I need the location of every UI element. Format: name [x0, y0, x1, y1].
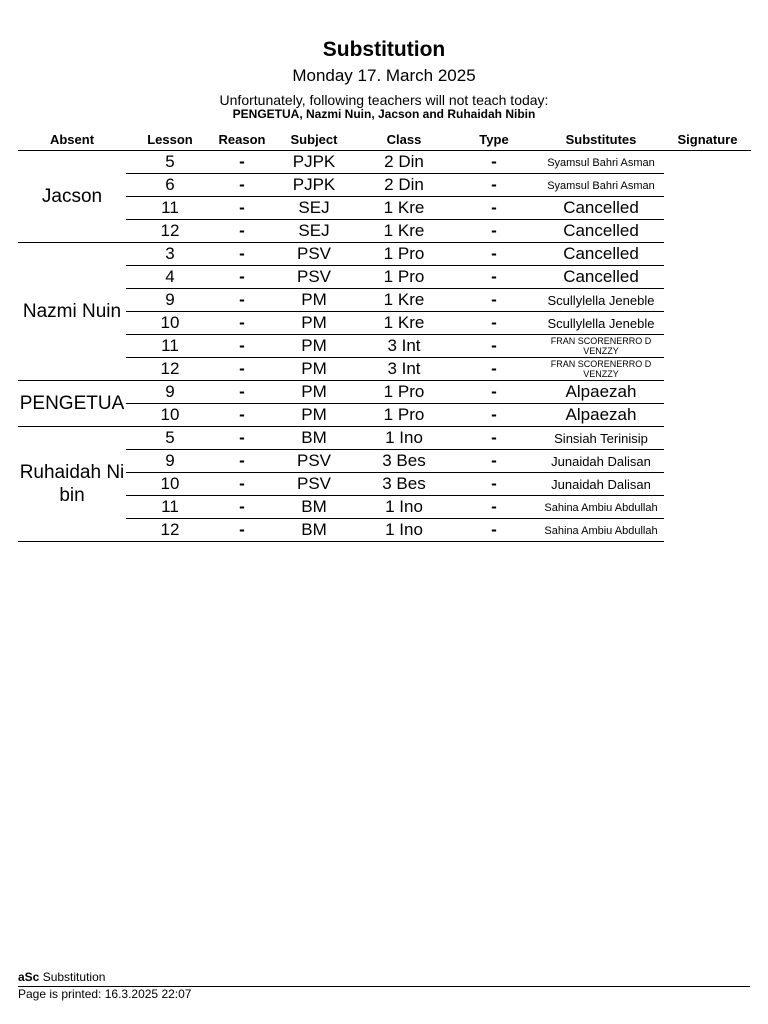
table-row: [18, 496, 751, 519]
subject-cell: PM: [270, 381, 358, 404]
signature-cell: [664, 519, 751, 542]
table-row: [18, 220, 751, 243]
class-cell: 1 Kre: [358, 312, 450, 335]
substitute-name: FRAN SCORENERRO D VENZZY: [550, 336, 652, 356]
table-header-row: [18, 128, 751, 151]
absent-teachers-list: PENGETUA, Nazmi Nuin, Jacson and Ruhaidah Nibin: [232, 107, 536, 121]
table-row: [18, 151, 751, 174]
column-header-signature: Signature: [664, 128, 751, 151]
class-cell: 3 Int: [358, 358, 450, 381]
table-row: [18, 197, 751, 220]
subject-cell: PM: [270, 312, 358, 335]
table-row: [18, 473, 751, 496]
footer-app-brand: aSc: [18, 970, 40, 984]
lesson-cell: 10: [126, 473, 214, 496]
column-header-subject: Subject: [270, 128, 358, 151]
column-header-lesson: Lesson: [126, 128, 214, 151]
column-header-substitutes: Substitutes: [538, 128, 664, 151]
subject-cell: PSV: [270, 266, 358, 289]
subject-cell: SEJ: [270, 220, 358, 243]
substitute-name: Cancelled: [563, 221, 639, 240]
type-cell: -: [450, 450, 538, 473]
lesson-cell: 11: [126, 197, 214, 220]
table-row: [18, 289, 751, 312]
substitute-cell: [538, 473, 664, 496]
substitute-cell: [538, 197, 664, 220]
type-cell: -: [450, 473, 538, 496]
class-cell: 1 Pro: [358, 381, 450, 404]
type-cell: -: [450, 289, 538, 312]
type-cell: -: [450, 266, 538, 289]
substitute-name: Alpaezah: [565, 405, 637, 424]
signature-cell: [664, 243, 751, 266]
subject-cell: PSV: [270, 450, 358, 473]
class-cell: 3 Bes: [358, 450, 450, 473]
signature-cell: [664, 404, 751, 427]
class-cell: 1 Kre: [358, 289, 450, 312]
reason-cell: -: [214, 519, 270, 542]
class-cell: 1 Ino: [358, 519, 450, 542]
lesson-cell: 10: [126, 404, 214, 427]
subject-cell: SEJ: [270, 197, 358, 220]
signature-cell: [664, 450, 751, 473]
type-cell: -: [450, 404, 538, 427]
reason-cell: -: [214, 427, 270, 450]
type-cell: -: [450, 220, 538, 243]
substitute-name: Alpaezah: [565, 382, 637, 401]
substitute-name: Cancelled: [563, 198, 639, 217]
lesson-cell: 9: [126, 289, 214, 312]
signature-cell: [664, 473, 751, 496]
table-row: [18, 427, 751, 450]
subject-cell: PJPK: [270, 151, 358, 174]
type-cell: -: [450, 151, 538, 174]
absent-teacher-cell: Nazmi Nuin: [18, 243, 126, 381]
class-cell: 2 Din: [358, 174, 450, 197]
substitute-name: Sahina Ambiu Abdullah: [544, 525, 658, 537]
substitute-name: Cancelled: [563, 267, 639, 286]
table-row: [18, 243, 751, 266]
subject-cell: PSV: [270, 473, 358, 496]
reason-cell: -: [214, 496, 270, 519]
reason-cell: -: [214, 404, 270, 427]
substitute-cell: [538, 151, 664, 174]
lesson-cell: 4: [126, 266, 214, 289]
class-cell: 1 Kre: [358, 197, 450, 220]
lesson-cell: 12: [126, 358, 214, 381]
signature-cell: [664, 289, 751, 312]
class-cell: 1 Pro: [358, 243, 450, 266]
reason-cell: -: [214, 289, 270, 312]
reason-cell: -: [214, 151, 270, 174]
substitute-name: Junaidah Dalisan: [551, 453, 651, 469]
substitute-cell: [538, 335, 664, 358]
signature-cell: [664, 358, 751, 381]
lesson-cell: 9: [126, 450, 214, 473]
subject-cell: PM: [270, 335, 358, 358]
type-cell: -: [450, 381, 538, 404]
subject-cell: PM: [270, 358, 358, 381]
signature-cell: [664, 151, 751, 174]
table-row: [18, 312, 751, 335]
signature-cell: [664, 312, 751, 335]
table-row: [18, 174, 751, 197]
substitute-cell: [538, 358, 664, 381]
class-cell: 2 Din: [358, 151, 450, 174]
class-cell: 1 Pro: [358, 404, 450, 427]
table-row: [18, 404, 751, 427]
lesson-cell: 5: [126, 151, 214, 174]
type-cell: -: [450, 174, 538, 197]
lesson-cell: 10: [126, 312, 214, 335]
substitute-name: Syamsul Bahri Asman: [547, 180, 655, 192]
subject-cell: BM: [270, 519, 358, 542]
table-body: [18, 151, 751, 542]
lesson-cell: 3: [126, 243, 214, 266]
type-cell: -: [450, 496, 538, 519]
substitute-cell: [538, 381, 664, 404]
substitute-cell: [538, 243, 664, 266]
footer-printed-date: Page is printed: 16.3.2025 22:07: [18, 987, 192, 1001]
substitute-name: Junaidah Dalisan: [551, 476, 651, 492]
reason-cell: -: [214, 358, 270, 381]
type-cell: -: [450, 335, 538, 358]
subject-cell: PSV: [270, 243, 358, 266]
lesson-cell: 12: [126, 220, 214, 243]
absent-teacher-cell: Ruhaidah Nibin: [18, 427, 126, 542]
type-cell: -: [450, 197, 538, 220]
signature-cell: [664, 197, 751, 220]
substitute-name: Syamsul Bahri Asman: [547, 157, 655, 169]
substitute-cell: [538, 496, 664, 519]
signature-cell: [664, 266, 751, 289]
table-row: [18, 335, 751, 358]
table-row: [18, 519, 751, 542]
subject-cell: BM: [270, 496, 358, 519]
reason-cell: -: [214, 381, 270, 404]
subject-cell: BM: [270, 427, 358, 450]
reason-cell: -: [214, 174, 270, 197]
table-row: [18, 358, 751, 381]
lesson-cell: 9: [126, 381, 214, 404]
footer-app-label: Substitution: [42, 970, 106, 984]
class-cell: 3 Int: [358, 335, 450, 358]
column-header-type: Type: [450, 128, 538, 151]
signature-cell: [664, 220, 751, 243]
substitute-cell: [538, 220, 664, 243]
substitute-cell: [538, 266, 664, 289]
reason-cell: -: [214, 266, 270, 289]
class-cell: 1 Kre: [358, 220, 450, 243]
lesson-cell: 11: [126, 335, 214, 358]
reason-cell: -: [214, 473, 270, 496]
substitute-name: Sinsiah Terinisip: [554, 430, 648, 446]
class-cell: 1 Ino: [358, 427, 450, 450]
table-row: [18, 381, 751, 404]
type-cell: -: [450, 358, 538, 381]
signature-cell: [664, 335, 751, 358]
lesson-cell: 6: [126, 174, 214, 197]
substitute-cell: [538, 427, 664, 450]
class-cell: 3 Bes: [358, 473, 450, 496]
absent-teacher-cell: PENGETUA: [18, 381, 126, 427]
substitute-name: Scullylella Jeneble: [547, 315, 655, 331]
reason-cell: -: [214, 312, 270, 335]
type-cell: -: [450, 243, 538, 266]
substitution-table: [18, 128, 751, 542]
type-cell: -: [450, 427, 538, 450]
type-cell: -: [450, 519, 538, 542]
substitute-cell: [538, 312, 664, 335]
type-cell: -: [450, 312, 538, 335]
signature-cell: [664, 496, 751, 519]
subject-cell: PM: [270, 289, 358, 312]
substitute-cell: [538, 289, 664, 312]
column-header-absent: Absent: [18, 128, 126, 151]
reason-cell: -: [214, 220, 270, 243]
substitute-name: Sahina Ambiu Abdullah: [544, 502, 658, 514]
reason-cell: -: [214, 197, 270, 220]
table-row: [18, 450, 751, 473]
signature-cell: [664, 381, 751, 404]
absent-teacher-cell: Jacson: [18, 151, 126, 243]
substitute-cell: [538, 174, 664, 197]
class-cell: 1 Pro: [358, 266, 450, 289]
column-header-reason: Reason: [214, 128, 270, 151]
subject-cell: PM: [270, 404, 358, 427]
lesson-cell: 11: [126, 496, 214, 519]
substitute-cell: [538, 404, 664, 427]
substitute-name: FRAN SCORENERRO D VENZZY: [550, 359, 652, 379]
column-header-class: Class: [358, 128, 450, 151]
signature-cell: [664, 174, 751, 197]
reason-cell: -: [214, 450, 270, 473]
reason-cell: -: [214, 335, 270, 358]
date-heading: Monday 17. March 2025: [292, 66, 476, 85]
substitute-name: Cancelled: [563, 244, 639, 263]
subject-cell: PJPK: [270, 174, 358, 197]
signature-cell: [664, 427, 751, 450]
page-title: Substitution: [322, 38, 446, 61]
intro-text: Unfortunately, following teachers will not teach today:: [219, 92, 549, 108]
footer-app-name: [18, 970, 105, 985]
lesson-cell: 12: [126, 519, 214, 542]
substitute-cell: [538, 450, 664, 473]
class-cell: 1 Ino: [358, 496, 450, 519]
table-row: [18, 266, 751, 289]
substitute-name: Scullylella Jeneble: [547, 292, 655, 308]
substitute-cell: [538, 519, 664, 542]
lesson-cell: 5: [126, 427, 214, 450]
reason-cell: -: [214, 243, 270, 266]
